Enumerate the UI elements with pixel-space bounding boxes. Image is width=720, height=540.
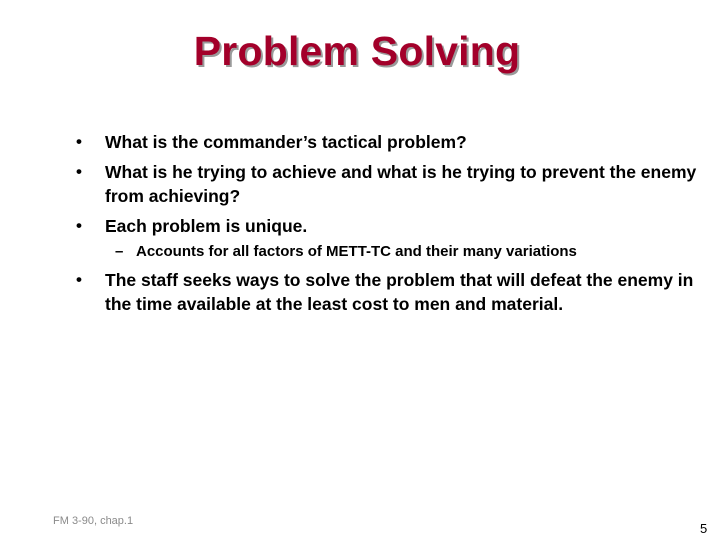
sub-bullet-item [76,242,716,262]
bullet-marker: • [76,216,82,235]
bullet-marker: • [76,132,82,151]
bullet-text: The staff seeks ways to solve the problem that will defeat the enemy in the time available at the least cost to men and material. [105,270,694,314]
sub-bullet-marker: – [115,243,124,260]
bullet-list [76,130,716,322]
bullet-marker: • [76,162,82,181]
footer-source: FM 3-90, chap.1 [53,515,134,527]
bullet-item [76,214,716,238]
bullet-marker: • [76,270,82,289]
bullet-item [76,130,716,154]
bullet-item [76,268,716,316]
bullet-text: Each problem is unique. [105,216,308,236]
slide-title: Problem Solving [193,28,521,74]
sub-bullet-text: Accounts for all factors of METT-TC and their many variations [136,243,577,260]
page-number: 5 [700,521,708,536]
bullet-item [76,160,716,208]
bullet-text: What is the commander’s tactical problem? [105,132,467,152]
bullet-text: What is he trying to achieve and what is he trying to prevent the enemy from achieving? [105,162,697,206]
